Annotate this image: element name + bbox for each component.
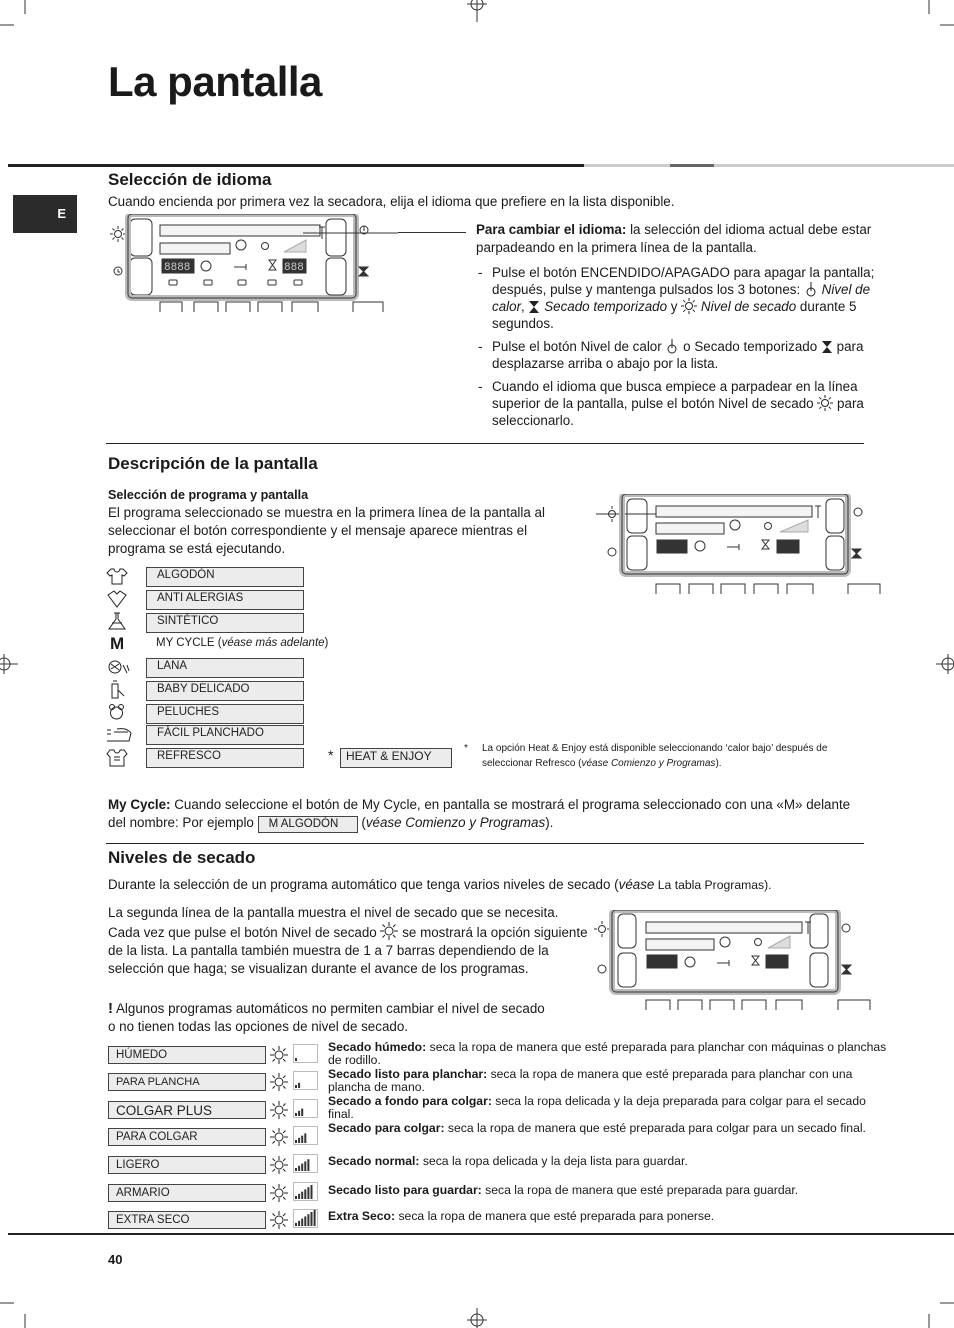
footnote-end: ).: [715, 758, 722, 769]
dryness-bar: [298, 1194, 300, 1199]
footnote-italic: véase Comienzo y Programas: [581, 758, 716, 769]
heat-level-icon: [804, 281, 818, 297]
top-rule: [8, 164, 584, 167]
program-box: LANA: [146, 658, 304, 678]
change-language-para: [476, 221, 876, 257]
heat-level-icon: [665, 338, 679, 354]
drying-level-definition: [328, 1041, 888, 1066]
program-list: [106, 566, 329, 772]
sun-icon: [269, 1045, 289, 1065]
program-row-peluches: [106, 703, 316, 725]
footnote-text: [464, 741, 864, 771]
clock-timer-icon: [598, 965, 606, 973]
drying-level-box: LIGERO: [108, 1156, 266, 1174]
idioma-intro: Cuando encienda por primera vez la secadora, elija el idioma que prefiere en la lista disponible.: [108, 194, 675, 209]
definition-label: Secado húmedo:: [328, 1040, 427, 1054]
dryness-bars-icon: [293, 1126, 319, 1146]
display-panel-descripcion: [596, 494, 896, 594]
tshirt-icon: [106, 567, 128, 585]
hourglass-icon: [821, 340, 833, 354]
drying-level-definition: [328, 1122, 888, 1135]
drying-level-definition: [328, 1155, 888, 1168]
sun-icon: [380, 922, 398, 940]
definition-label: Secado listo para guardar:: [328, 1183, 482, 1197]
change-language-bold: Para cambiar el idioma:: [476, 222, 627, 237]
step1-comma: ,: [521, 299, 529, 314]
mycycle-box: M ALGODÓN: [258, 816, 358, 833]
dryness-bars-icon: [293, 1071, 319, 1091]
top-rule-grey: [584, 164, 670, 167]
dryness-bar: [307, 1214, 309, 1226]
p1-a: Durante la selección de un programa automático que tenga varios niveles de secado (: [108, 877, 619, 892]
display-panel-idioma: [108, 214, 398, 314]
bottom-rule: [8, 1233, 954, 1235]
sun-icon: [269, 1155, 289, 1175]
dryness-bar: [295, 1140, 297, 1143]
language-steps: [476, 264, 876, 429]
program-row-planchado: [106, 725, 316, 747]
definition-text: seca la ropa de manera que esté preparada para guardar.: [485, 1183, 799, 1197]
dryness-bars-icon: [293, 1044, 319, 1064]
step2-c: para desplazarse arriba o abajo por la lista.: [492, 339, 864, 371]
dryness-bar: [301, 1192, 303, 1199]
step1-calor: Nivel de calor: [492, 282, 871, 314]
drying-level-box: PARA COLGAR: [108, 1128, 266, 1146]
mycycle-close: ).: [545, 815, 554, 830]
refresh-shirt-icon: [106, 748, 128, 768]
drying-level-box: ARMARIO: [108, 1184, 266, 1202]
step1-nivel-secado: Nivel de secado: [700, 299, 797, 314]
definition-label: Secado para colgar:: [328, 1121, 445, 1135]
dryness-bar: [314, 1210, 316, 1226]
p3-text: Algunos programas automáticos no permiten cambiar el nivel de secado o no tienen todas las opciones de nivel de secado.: [108, 1001, 545, 1034]
program-box: ALGODÓN: [146, 567, 304, 587]
niveles-p2: [108, 904, 588, 978]
dryness-bar: [295, 1113, 297, 1116]
sun-icon: [594, 921, 610, 937]
sun-icon: [269, 1127, 289, 1147]
program-box: FÁCIL PLANCHADO: [146, 725, 304, 745]
mycycle-bold: My Cycle:: [108, 797, 171, 812]
heat-star: *: [328, 747, 334, 763]
my-cycle-italic: véase más adelante: [221, 637, 325, 649]
change-language-text: la selección del idioma actual debe estar parpadeando en la primera línea de la pantalla.: [476, 222, 872, 255]
page-title: La pantalla: [108, 58, 322, 105]
definition-text: seca la ropa delicada y la deja preparada para colgar para el secado final.: [328, 1094, 866, 1121]
clock-timer-icon: [608, 548, 616, 556]
dryness-bar: [311, 1185, 313, 1199]
sun-icon: [817, 395, 833, 411]
program-row-anti-alergias: [106, 589, 316, 611]
definition-label: Extra Seco:: [328, 1209, 396, 1223]
teddy-icon: [106, 703, 128, 723]
footnote-a: La opción Heat & Enjoy está disponible seleccionando ‘calor bajo’ después de seleccionar Refresco (: [482, 743, 828, 769]
step1-secado-temporizado: Secado temporizado: [544, 299, 668, 314]
sun-icon: [681, 298, 697, 314]
drying-level-box: PARA PLANCHA: [108, 1073, 266, 1091]
language-tab: E: [13, 195, 77, 233]
heat-enjoy-box: HEAT & ENJOY: [340, 748, 452, 768]
baby-bottle-icon: [106, 680, 128, 700]
top-rule-dark: [670, 164, 714, 167]
hourglass-icon: [842, 965, 851, 974]
dryness-bars-icon: [293, 1182, 319, 1202]
language-step-1: [476, 264, 876, 332]
mycycle-italic: véase Comienzo y Programas: [365, 815, 546, 830]
sun-icon: [269, 1183, 289, 1203]
svg-text:8888: 8888: [164, 262, 191, 274]
definition-label: Secado normal:: [328, 1154, 420, 1168]
dryness-bars-icon: [293, 1099, 319, 1119]
wool-icon: [106, 657, 132, 677]
step3-a: Cuando el idioma que busca empiece a parpadear en la línea superior de la pantalla, pulse el botón Nivel de secado: [492, 379, 858, 411]
program-row-refresco: [106, 747, 316, 771]
hourglass-icon: [852, 549, 861, 558]
idioma-heading: Selección de idioma: [108, 170, 272, 189]
dryness-bar: [307, 1187, 309, 1199]
section-rule-2: [106, 843, 864, 844]
drying-level-box: HÚMEDO: [108, 1046, 266, 1064]
program-box: ANTI ALERGIAS: [146, 590, 304, 610]
dryness-bar: [301, 1219, 303, 1226]
step1-y: y: [667, 299, 682, 314]
drying-level-definition: [328, 1184, 888, 1197]
drying-level-definition: [328, 1095, 888, 1120]
page-number: 40: [108, 1252, 123, 1267]
callout-line: [398, 232, 466, 233]
dryness-bar: [304, 1216, 306, 1226]
definition-text: seca la ropa de manera que esté preparada para planchar con máquinas o planchas de rodillo.: [328, 1040, 887, 1067]
descripcion-subheading: Selección de programa y pantalla: [108, 488, 309, 502]
dryness-bar: [311, 1212, 313, 1226]
dryness-bars-icon: [293, 1209, 319, 1229]
dryness-bar: [295, 1085, 297, 1088]
drying-levels: [106, 1040, 896, 1230]
sun-icon: [269, 1072, 289, 1092]
dryness-bar: [298, 1111, 300, 1116]
dryness-bar: [298, 1138, 300, 1143]
sun-icon: [110, 226, 126, 242]
p2-a: La segunda línea de la pantalla muestra el nivel de secado que se necesita. Cada vez que pulse el botón Nivel de secado: [108, 905, 559, 940]
dryness-bar: [307, 1159, 309, 1171]
top-rule-end: [714, 164, 954, 167]
drying-level-box: COLGAR PLUS: [108, 1101, 266, 1119]
hourglass-icon: [528, 300, 540, 314]
step2-b: o Secado temporizado: [683, 339, 821, 354]
descripcion-text: El programa seleccionado se muestra en la primera línea de la pantalla al seleccionar el botón correspondiente y el mensaje aparece mientras el programa se está ejecutando.: [108, 505, 545, 556]
anti-allergy-icon: [106, 589, 128, 609]
my-cycle-text: MY CYCLE (: [156, 637, 222, 649]
synthetic-flask-icon: [106, 612, 128, 632]
m-letter-icon: M: [110, 634, 125, 653]
dryness-bar: [304, 1133, 306, 1143]
program-row-baby: [106, 680, 316, 702]
iron-icon: [106, 726, 134, 744]
warning-icon: !: [108, 1000, 113, 1017]
dryness-bar: [301, 1109, 303, 1116]
program-row-lana: [106, 657, 316, 679]
dryness-bars-icon: [293, 1154, 319, 1174]
niveles-p3: [108, 1000, 548, 1036]
dryness-bar: [298, 1221, 300, 1226]
language-step-3: [476, 378, 876, 429]
step2-a: Pulse el botón Nivel de calor: [492, 339, 666, 354]
drying-level-definition: [328, 1210, 888, 1223]
step3-b: para seleccionarlo.: [492, 396, 864, 428]
p2-b: se mostrará la opción siguiente de la lista. La pantalla también muestra de 1 a 7 barras dependiendo de la selección que haga; se visualizan durante el avance de los programas.: [108, 925, 588, 976]
program-box: SINTÉTICO: [146, 613, 304, 633]
mycycle-para: [108, 796, 868, 833]
svg-text:888: 888: [284, 262, 304, 274]
program-row-my-cycle: [106, 634, 346, 656]
change-language-block: [476, 221, 876, 435]
definition-text: seca la ropa de manera que esté preparada para planchar con una plancha de mano.: [328, 1067, 853, 1094]
mycycle-a: Cuando seleccione el botón de My Cycle, en pantalla se mostrará el programa seleccionado con una «M» delante del nombre: Por ejemplo: [108, 797, 851, 830]
drying-level-definition: [328, 1068, 888, 1093]
dryness-bar: [295, 1058, 297, 1061]
section-rule-1: [106, 443, 864, 444]
mycycle-open: (: [361, 815, 366, 830]
my-cycle-label: [156, 636, 356, 650]
niveles-p1: [108, 876, 868, 894]
niveles-heading: Niveles de secado: [108, 848, 256, 867]
program-box: REFRESCO: [146, 748, 304, 768]
definition-label: Secado a fondo para colgar:: [328, 1094, 492, 1108]
p1-b: La tabla Programas).: [654, 878, 772, 892]
p1-italic: véase: [618, 877, 655, 892]
heat-footnote: [464, 741, 864, 771]
definition-label: Secado listo para planchar:: [328, 1067, 488, 1081]
definition-text: seca la ropa delicada y la deja lista para guardar.: [422, 1154, 688, 1168]
program-row-algodon: [106, 566, 316, 588]
dryness-bar: [298, 1083, 300, 1088]
clock-timer-icon: [114, 267, 122, 275]
sun-icon: [269, 1100, 289, 1120]
dryness-bar: [301, 1136, 303, 1143]
descripcion-heading: Descripción de la pantalla: [108, 454, 318, 473]
drying-level-box: EXTRA SECO: [108, 1211, 266, 1229]
heat-thermo-icon: [842, 924, 850, 932]
program-box: PELUCHES: [146, 704, 304, 724]
dryness-bar: [295, 1223, 297, 1226]
step1-text: Pulse el botón ENCENDIDO/APAGADO para apagar la pantalla; después, pulse y mantenga pulsados los 3 botones:: [492, 265, 875, 297]
my-cycle-end: ): [324, 637, 329, 649]
step1-end: durante 5 segundos.: [492, 299, 857, 331]
program-row-sintetico: [106, 612, 316, 634]
dryness-bar: [295, 1196, 297, 1199]
dryness-bar: [304, 1189, 306, 1199]
display-panel-niveles: [590, 910, 880, 1010]
dryness-bar: [301, 1164, 303, 1171]
program-box: BABY DELICADO: [146, 681, 304, 701]
heat-thermo-icon: [854, 508, 862, 516]
hourglass-icon: [359, 267, 368, 276]
definition-text: seca la ropa de manera que esté preparada para colgar para un secado final.: [447, 1121, 866, 1135]
footnote-star: *: [464, 743, 468, 754]
dryness-bar: [295, 1168, 297, 1171]
language-step-2: [476, 338, 876, 372]
dryness-bar: [304, 1161, 306, 1171]
definition-text: seca la ropa de manera que esté preparada para ponerse.: [398, 1209, 715, 1223]
sun-icon: [269, 1210, 289, 1230]
dryness-bar: [298, 1166, 300, 1171]
